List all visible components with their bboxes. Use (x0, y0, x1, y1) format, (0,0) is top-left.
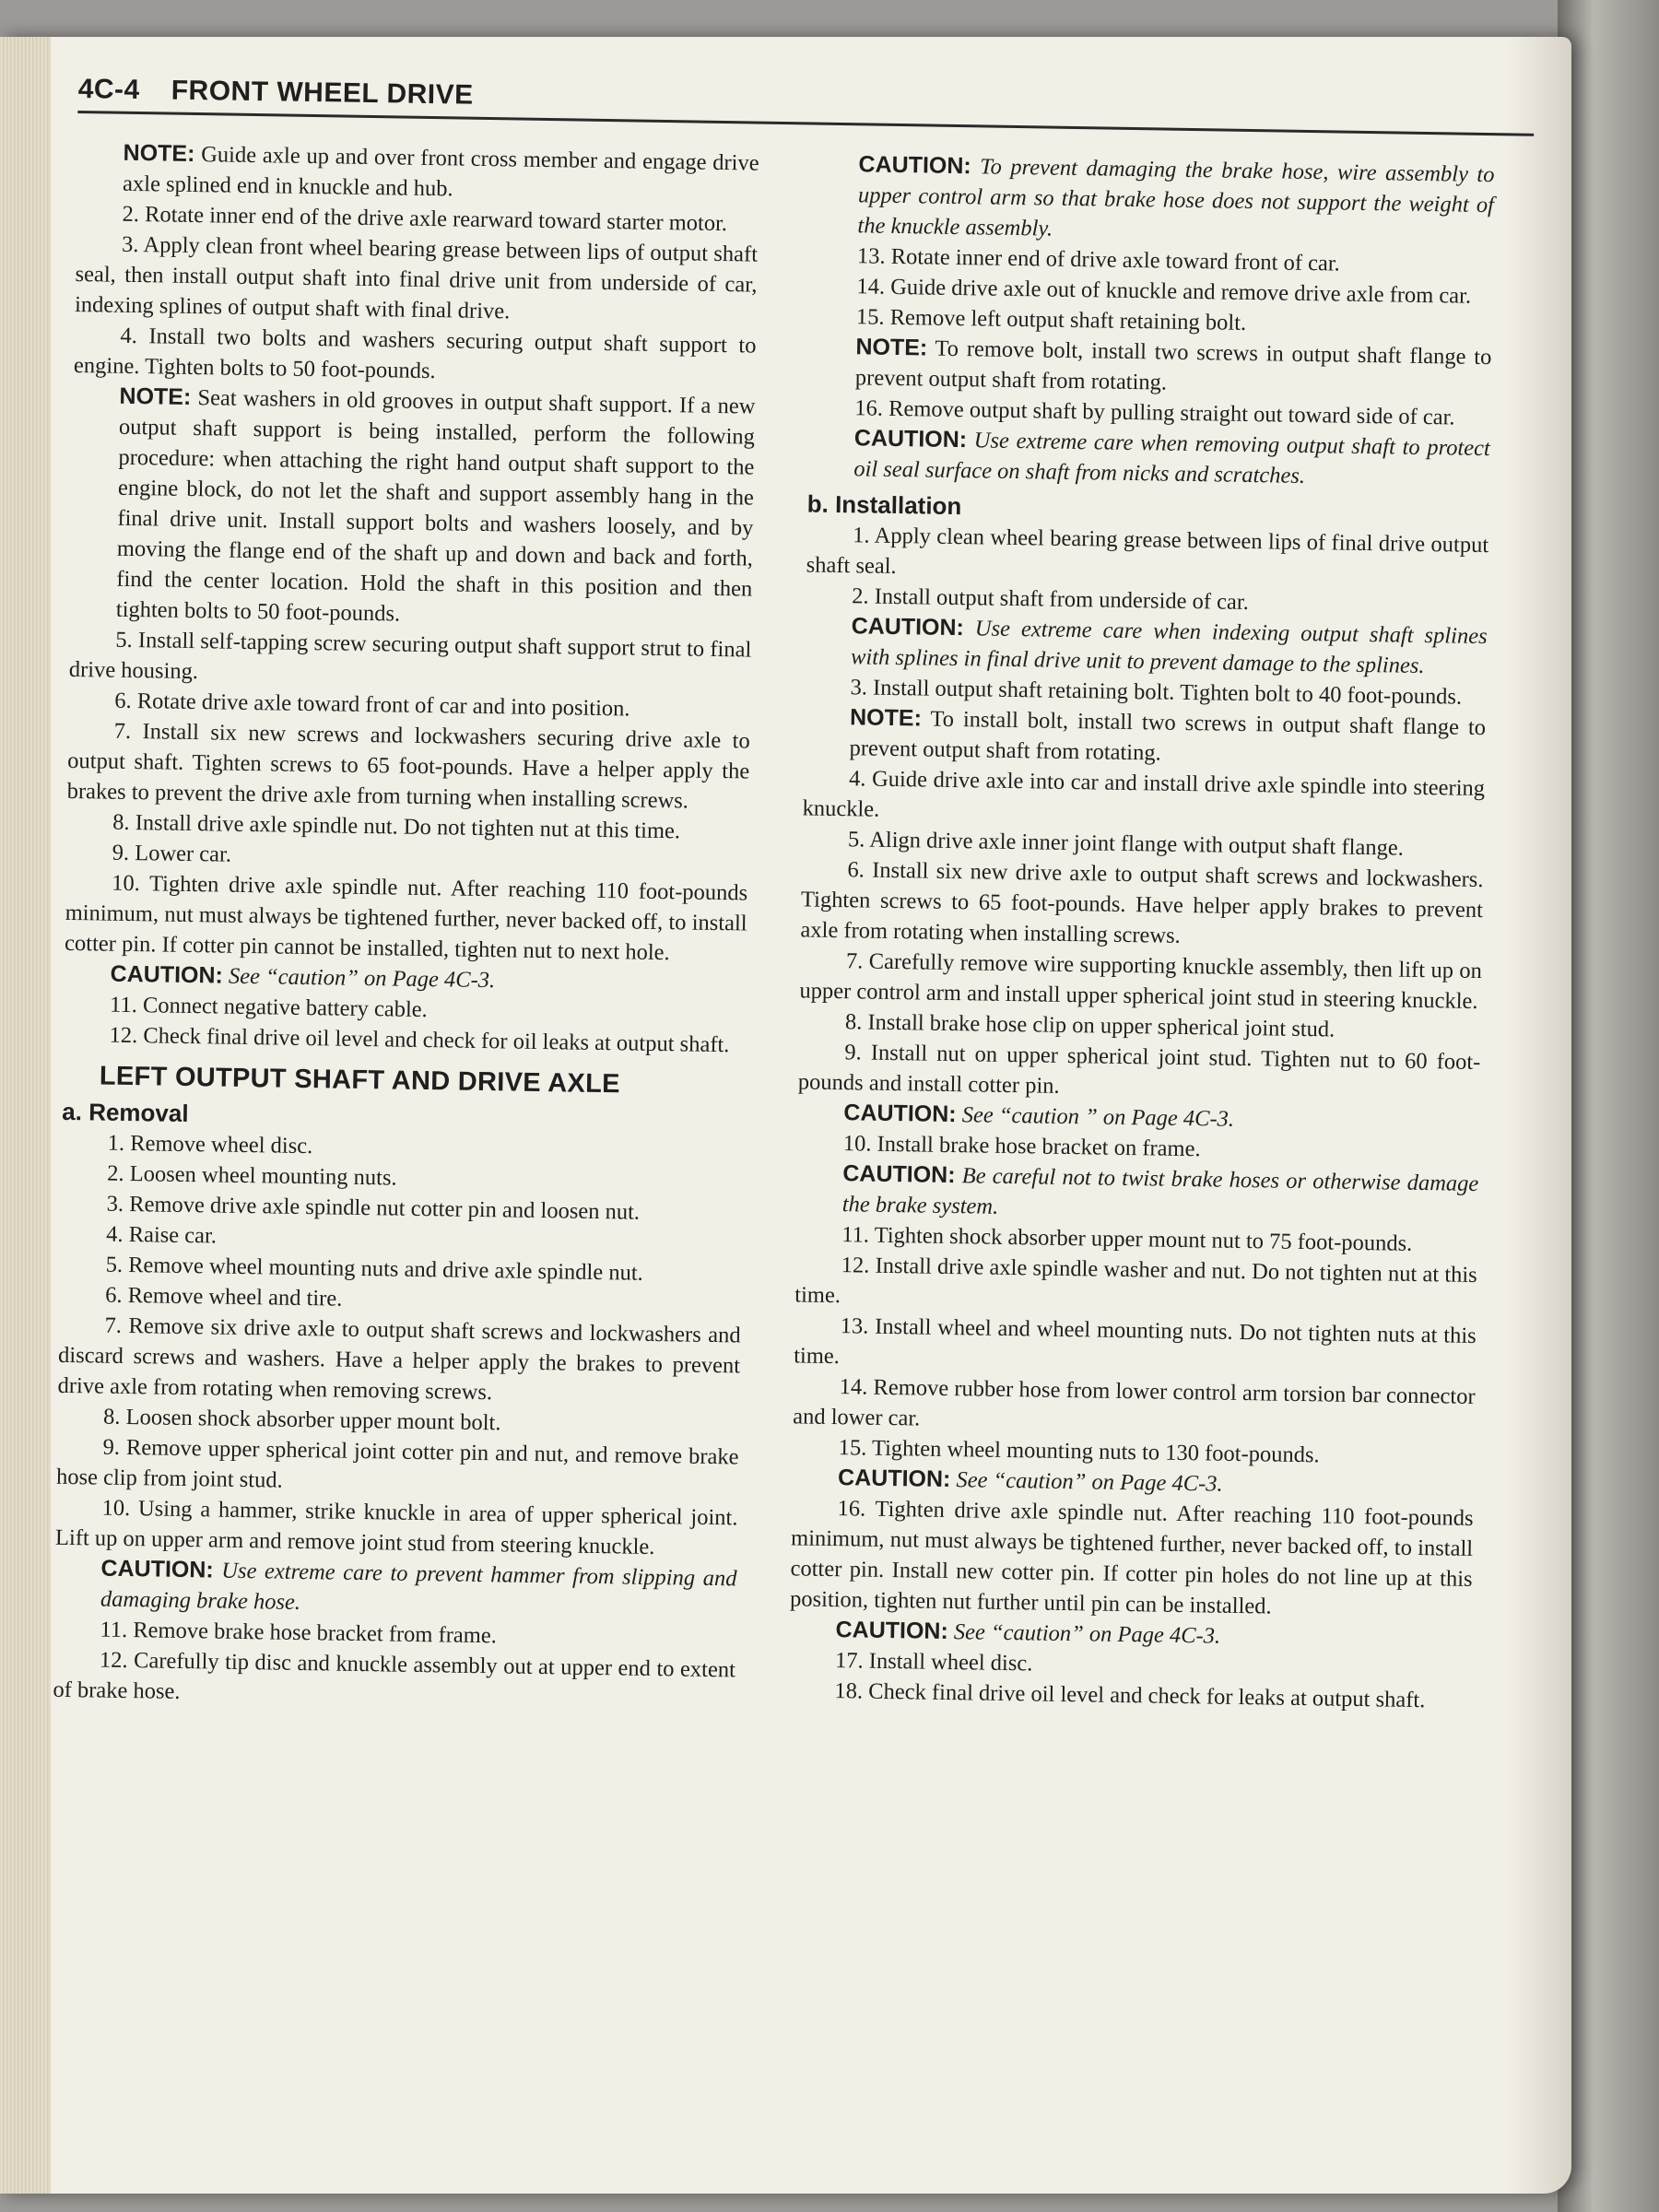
step-paragraph: 7. Install six new screws and lockwashers securing drive axle to output shaft. Tighten screws to 65 foot-pounds. Have a helper apply the brakes to prevent the drive axle from turning when installing screws. (66, 718, 750, 814)
step-paragraph: 6. Remove wheel and tire. (104, 1282, 343, 1312)
note-paragraph: NOTE: Seat washers in old grooves in output shaft support. If a new output shaft support is being installed, perform the following procedure: when attaching the right hand output shaft support to the engine block, do not let the shaft and support assembly hang in the final drive unit. Install support bolts and washers loosely, and by moving the flange end of the shaft up and down and back and forth, find the center location. Hold the shaft in this position and then tighten bolts to 50 foot-pounds. (115, 382, 756, 627)
background-surface (1558, 0, 1659, 2212)
step-paragraph: 3. Install output shaft retaining bolt. Tighten bolt to 40 foot-pounds. (850, 675, 1463, 710)
page-title: FRONT WHEEL DRIVE (171, 75, 474, 111)
step-paragraph: 16. Tighten drive axle spindle nut. After reaching 110 foot-pounds minimum, nut must always be tightened further, never backed off, to install cotter pin. Install new cotter pin. If cotter pin holes do not line up at this position, tighten nut further until pin can be installed. (789, 1496, 1474, 1619)
step-paragraph: 7. Remove six drive axle to output shaft screws and lockwashers and discard screws and washers. Have a helper apply the brakes to prevent drive axle from rotating when removing screws. (57, 1312, 741, 1406)
step-paragraph: 5. Install self-tapping screw securing output shaft support strut to final drive housing. (68, 627, 752, 685)
step-paragraph: 15. Remove left output shaft retaining bolt. (855, 304, 1247, 335)
step-paragraph: 4. Raise car. (106, 1221, 218, 1249)
section-heading: LEFT OUTPUT SHAFT AND DRIVE AXLE (99, 1061, 620, 1100)
caution-paragraph: CAUTION: Use extreme care to prevent hammer from slipping and damaging brake hose. (100, 1555, 737, 1615)
subsection-heading: a. Removal (62, 1097, 189, 1128)
step-paragraph: 2. Install output shaft from underside of car. (851, 583, 1250, 616)
step-paragraph: 1. Apply clean wheel bearing grease between lips of final drive output shaft seal. (806, 523, 1489, 580)
step-paragraph: 13. Install wheel and wheel mounting nuts. Do not tighten nuts at this time. (794, 1313, 1477, 1370)
caution-paragraph: CAUTION: See “caution ” on Page 4C-3. (843, 1100, 1235, 1132)
caution-paragraph: CAUTION: See “caution” on Page 4C-3. (837, 1465, 1223, 1497)
step-paragraph: 6. Install six new drive axle to output shaft screws and lockwashers. Tighten screws to 65 foot-pounds. Have helper apply brakes to prevent axle from rotating when installing screws. (800, 857, 1484, 948)
caution-paragraph: CAUTION: Use extreme care when removing output shaft to protect oil seal surface on shaft from nicks and scratches. (853, 425, 1491, 488)
step-paragraph: 8. Install drive axle spindle nut. Do not tighten nut at this time. (112, 809, 681, 844)
step-paragraph: 16. Remove output shaft by pulling straight out toward side of car. (854, 395, 1455, 430)
caution-paragraph: CAUTION: See “caution” on Page 4C-3. (110, 960, 496, 994)
step-paragraph: 4. Guide drive axle into car and install drive axle spindle into steering knuckle. (802, 766, 1486, 822)
page-number: 4C-4 (77, 74, 141, 106)
step-paragraph: 15. Tighten wheel mounting nuts to 130 foot-pounds. (838, 1435, 1320, 1468)
step-paragraph: 7. Carefully remove wire supporting knuckle assembly, then lift up on upper control arm and install upper spherical joint stud in steering knuckle. (799, 948, 1483, 1014)
step-paragraph: 12. Install drive axle spindle washer and nut. Do not tighten nut at this time. (794, 1253, 1477, 1309)
subsection-heading: b. Installation (806, 489, 962, 521)
step-paragraph: 11. Tighten shock absorber upper mount nut to 75 foot-pounds. (841, 1222, 1413, 1256)
note-paragraph: NOTE: To remove bolt, install two screws in output shaft flange to prevent output shaft from rotating. (854, 334, 1492, 395)
left-column (53, 137, 759, 1715)
step-paragraph: 14. Remove rubber hose from lower control arm torsion bar connector and lower car. (793, 1374, 1476, 1431)
caution-paragraph: CAUTION: Use extreme care when indexing output shaft splines with splines in final drive unit to prevent damage to the splines. (850, 613, 1488, 679)
caution-paragraph: CAUTION: To prevent damaging the brake hose, wire assembly to upper control arm so that brake hose does not support the weight of the knuckle assembly. (857, 151, 1495, 241)
manual-page (0, 37, 1571, 2194)
step-paragraph: 9. Install nut on upper spherical joint stud. Tighten nut to 60 foot-pounds and install cotter pin. (797, 1040, 1481, 1099)
step-paragraph: 6. Rotate drive axle toward front of car and into position. (114, 688, 630, 722)
step-paragraph: 5. Remove wheel mounting nuts and drive axle spindle nut. (105, 1252, 643, 1286)
step-paragraph: 12. Carefully tip disc and knuckle assembly out at upper end to extent of brake hose. (53, 1647, 736, 1704)
step-paragraph: 11. Remove brake hose bracket from frame. (100, 1617, 498, 1649)
step-paragraph: 3. Remove drive axle spindle nut cotter pin and loosen nut. (106, 1191, 641, 1225)
page-stack-edge (0, 37, 51, 2194)
page-content (46, 74, 1535, 2180)
step-paragraph: 1. Remove wheel disc. (107, 1130, 313, 1159)
step-paragraph: 9. Remove upper spherical joint cotter pin and nut, and remove brake hose clip from joint stud. (55, 1434, 739, 1493)
right-column (788, 149, 1495, 1727)
step-paragraph: 10. Using a hammer, strike knuckle in area of upper spherical joint. Lift up on upper arm and remove joint stud from steering knuckle. (54, 1495, 738, 1560)
step-paragraph: 2. Loosen wheel mounting nuts. (107, 1160, 397, 1191)
page-header (77, 74, 1534, 136)
caution-paragraph: CAUTION: See “caution” on Page 4C-3. (835, 1617, 1221, 1649)
step-paragraph: 4. Install two bolts and washers securing output shaft support to engine. Tighten bolts to 50 foot-pounds. (73, 323, 757, 384)
caution-paragraph: CAUTION: Be careful not to twist brake hoses or otherwise damage the brake system. (841, 1160, 1479, 1219)
step-paragraph: 10. Install brake hose bracket on frame. (842, 1131, 1201, 1162)
step-paragraph: 14. Guide drive axle out of knuckle and remove drive axle from car. (856, 274, 1472, 309)
step-paragraph: 11. Connect negative battery cable. (109, 992, 428, 1023)
note-paragraph: NOTE: To install bolt, install two screws in output shaft flange to prevent output shaft from rotating. (849, 704, 1487, 766)
step-paragraph: 12. Check final drive oil level and check for oil leaks at output shaft. (109, 1022, 730, 1058)
step-paragraph: 13. Rotate inner end of drive axle toward front of car. (856, 243, 1340, 276)
step-paragraph: 3. Apply clean front wheel bearing grease between lips of output shaft seal, then install output shaft into final drive unit from underside of car, indexing splines of output shaft with final drive. (74, 231, 759, 324)
step-paragraph: 17. Install wheel disc. (834, 1648, 1033, 1677)
step-paragraph: 18. Check final drive oil level and check for leaks at output shaft. (834, 1678, 1426, 1713)
step-paragraph: 10. Tighten drive axle spindle nut. After reaching 110 foot-pounds minimum, nut must always be tightened further, never backed off, to install cotter pin. If cotter pin cannot be installed, tighten nut to next hole. (64, 870, 748, 966)
note-paragraph: NOTE: Guide axle up and over front cross member and engage drive axle splined end in knuckle and hub. (122, 139, 759, 202)
step-paragraph: 2. Rotate inner end of the drive axle rearward toward starter motor. (122, 201, 728, 237)
step-paragraph: 9. Lower car. (112, 840, 232, 867)
step-paragraph: 8. Loosen shock absorber upper mount bolt. (102, 1404, 501, 1436)
step-paragraph: 5. Align drive axle inner joint flange with output shaft flange. (847, 827, 1405, 861)
step-paragraph: 8. Install brake hose clip on upper spherical joint stud. (844, 1009, 1335, 1042)
